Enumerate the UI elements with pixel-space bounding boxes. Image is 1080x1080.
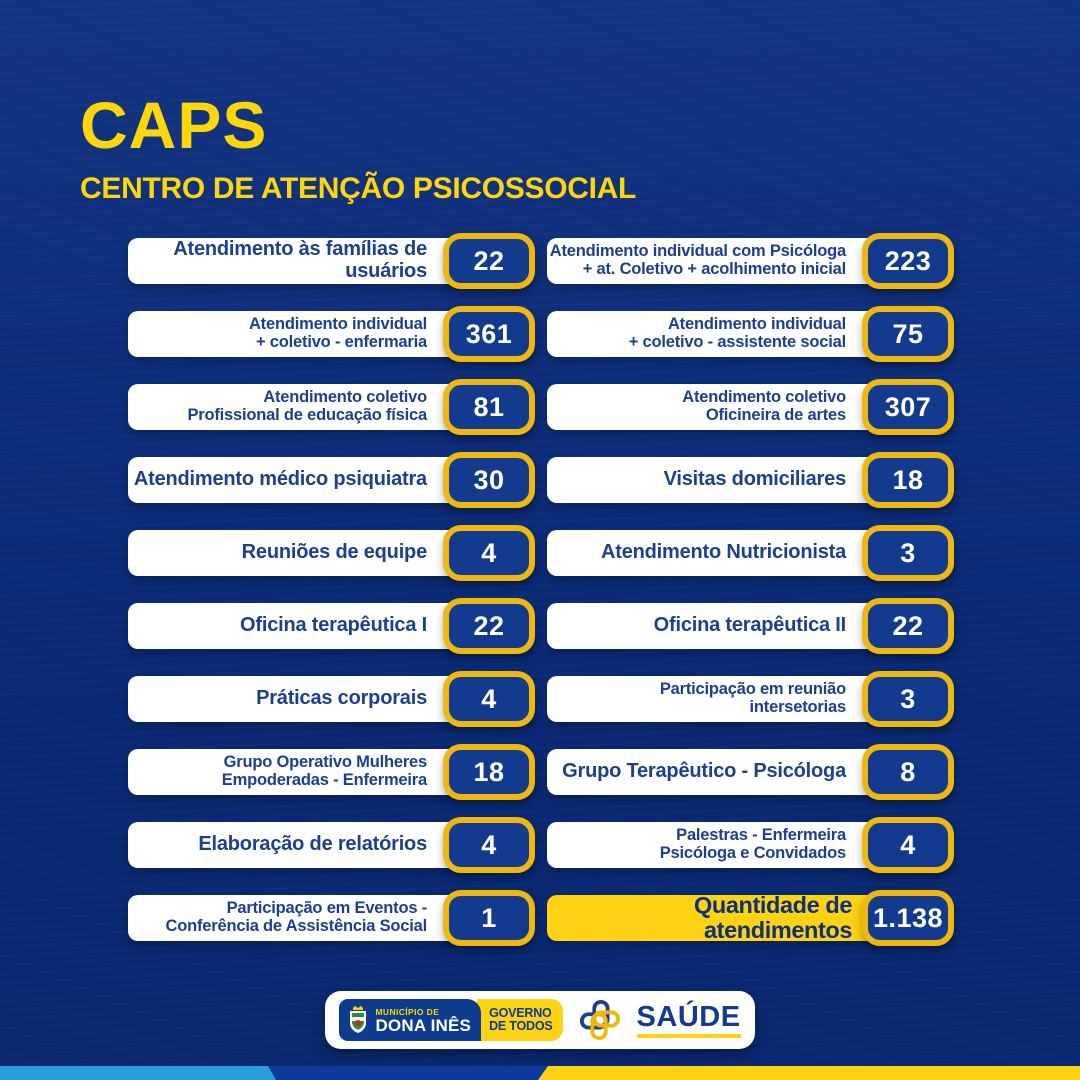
municipality-name-block <box>375 1007 471 1034</box>
stat-value: 18 <box>473 756 505 787</box>
government-slogan-line1: GOVERNO <box>489 1005 552 1020</box>
stat-value: 22 <box>473 610 505 641</box>
stat-label: Atendimento Nutricionista <box>600 541 846 564</box>
stat-row <box>128 749 533 795</box>
header <box>80 88 637 206</box>
municipal-crest-icon <box>347 1005 369 1035</box>
stat-row <box>128 822 533 868</box>
stat-label: Atendimento às famílias de usuários <box>173 238 427 282</box>
stat-value: 18 <box>892 464 924 495</box>
stat-value: 81 <box>473 391 505 422</box>
stat-value: 30 <box>473 464 505 495</box>
stat-label: Oficina terapêutica I <box>240 614 427 637</box>
stat-label: Elaboração de relatórios <box>198 833 427 856</box>
municipality-logo-blue <box>339 999 481 1041</box>
stat-row <box>547 603 952 649</box>
stat-value: 1 <box>481 902 497 933</box>
government-slogan-line2: DE TODOS <box>489 1019 553 1033</box>
stat-value: 223 <box>884 245 932 276</box>
stat-row <box>128 895 533 941</box>
stat-label: Atendimento médico psiquiatra <box>133 468 427 491</box>
stat-label: Reuniões de equipe <box>241 541 427 564</box>
stat-value: 4 <box>481 829 497 860</box>
stat-label: Visitas domiciliares <box>663 468 846 491</box>
stat-value-badge <box>443 598 535 654</box>
stat-label: Participação em reunião intersetorias <box>659 680 846 716</box>
stat-value-badge <box>862 817 954 873</box>
municipality-logo <box>339 999 562 1041</box>
stat-value-badge <box>443 525 535 581</box>
stat-value-badge <box>862 306 954 362</box>
stat-value: 361 <box>465 318 513 349</box>
stat-label: Atendimento individual + coletivo - assistente social <box>628 315 846 351</box>
stat-value: 1.138 <box>872 902 944 933</box>
stat-value: 75 <box>892 318 924 349</box>
stat-label: Atendimento coletivo Profissional de educação física <box>187 388 427 424</box>
stat-row <box>128 603 533 649</box>
stat-total-row <box>547 891 952 943</box>
stat-value-badge <box>443 379 535 435</box>
stat-value-badge <box>443 671 535 727</box>
stat-label: Práticas corporais <box>256 687 427 710</box>
stat-row <box>547 311 952 357</box>
stat-value-badge <box>862 598 954 654</box>
stat-row <box>547 238 952 284</box>
stat-value-badge <box>862 671 954 727</box>
stat-value-badge <box>443 890 535 946</box>
stat-value: 4 <box>900 829 916 860</box>
stat-label: Atendimento individual + coletivo - enfermaria <box>248 315 427 351</box>
stat-row <box>547 822 952 868</box>
stat-label: Atendimento coletivo Oficineira de artes <box>682 388 846 424</box>
stat-row <box>547 530 952 576</box>
stat-label: Grupo Operativo Mulheres Empoderadas - Enfermeira <box>221 753 427 789</box>
stat-value-badge <box>443 233 535 289</box>
page-subtitle: CENTRO DE ATENÇÃO PSICOSSOCIAL <box>80 172 637 205</box>
stat-label: Oficina terapêutica II <box>653 614 846 637</box>
municipality-name-label: DONA INÊS <box>375 1015 472 1035</box>
stat-value: 3 <box>900 537 916 568</box>
stat-value: 8 <box>900 756 916 787</box>
health-cross-icon <box>579 999 621 1041</box>
stat-value: 22 <box>473 245 505 276</box>
stat-label: Palestras - Enfermeira Psicóloga e Convidados <box>659 826 846 862</box>
stat-label: Atendimento individual com Psicóloga + at. Coletivo + acolhimento inicial <box>549 242 846 278</box>
footer-logo-bar <box>325 991 755 1049</box>
stat-value-badge <box>443 744 535 800</box>
stats-grid <box>128 238 952 941</box>
stat-value: 4 <box>481 683 497 714</box>
stat-row <box>128 311 533 357</box>
stat-row <box>547 384 952 430</box>
stat-row <box>128 530 533 576</box>
stat-value-badge <box>443 306 535 362</box>
stat-row <box>128 384 533 430</box>
health-department-label: SAÚDE <box>637 1003 741 1038</box>
stat-label: Grupo Terapêutico - Psicóloga <box>562 760 846 783</box>
stat-value: 3 <box>900 683 916 714</box>
stat-value-badge <box>862 233 954 289</box>
stat-value: 22 <box>892 610 924 641</box>
stat-value-badge <box>862 452 954 508</box>
page-title: CAPS <box>80 88 268 162</box>
stat-value-badge <box>443 452 535 508</box>
stat-label: Participação em Eventos - Conferência de Assistência Social <box>165 899 427 935</box>
stat-value-badge <box>862 890 954 946</box>
stat-row <box>128 238 533 284</box>
stat-row <box>128 457 533 503</box>
stat-row <box>128 676 533 722</box>
municipality-prefix-label: MUNICÍPIO DE <box>375 1006 440 1017</box>
stat-value: 4 <box>481 537 497 568</box>
stat-value-badge <box>443 817 535 873</box>
stat-value-badge <box>862 525 954 581</box>
stat-value-badge <box>862 744 954 800</box>
stat-value: 307 <box>884 391 932 422</box>
stat-row <box>547 457 952 503</box>
government-slogan-block <box>477 999 562 1041</box>
stat-label: Quantidade de atendimentos <box>693 891 852 943</box>
bottom-color-strip <box>0 1066 1080 1080</box>
stat-row <box>547 749 952 795</box>
stat-value-badge <box>862 379 954 435</box>
stat-row <box>547 676 952 722</box>
